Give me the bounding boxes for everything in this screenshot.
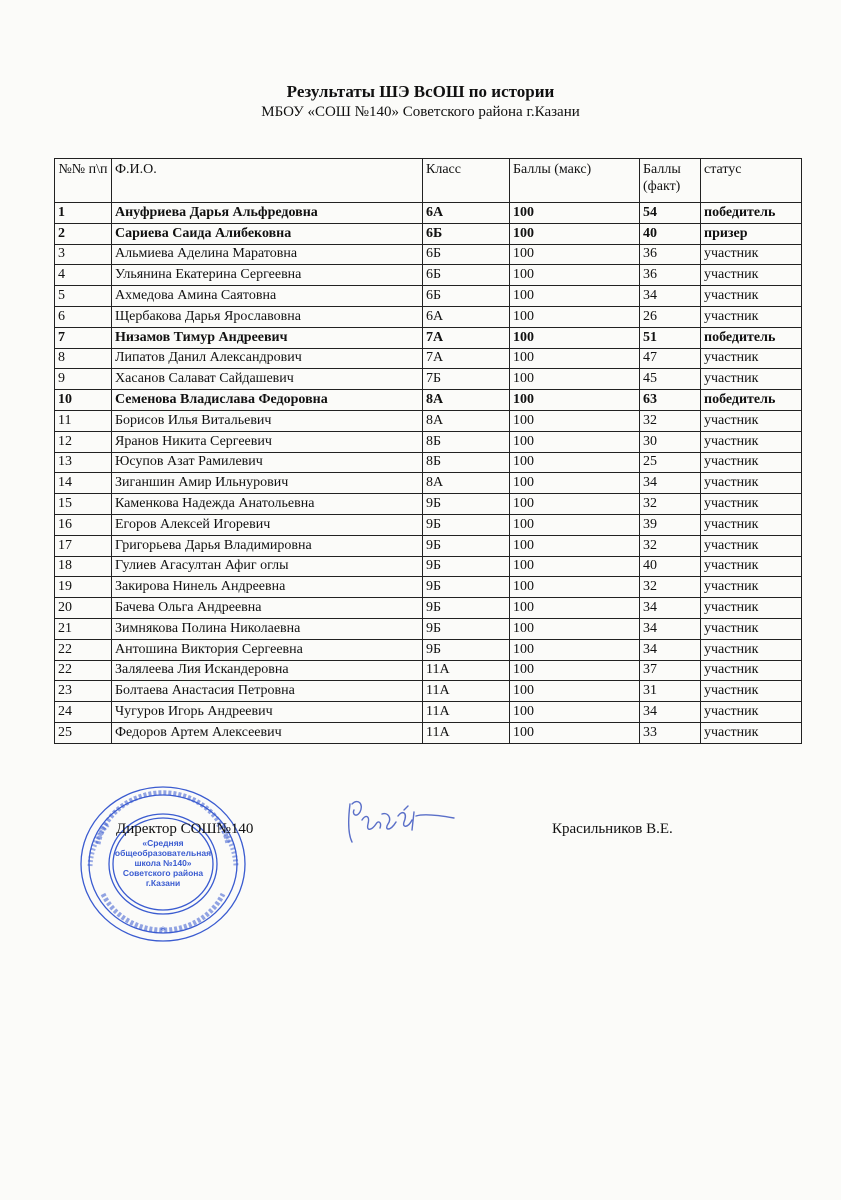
table-row: [55, 577, 802, 598]
cell-class: 6Б: [423, 265, 510, 286]
cell-name: Щербакова Дарья Ярославовна: [112, 306, 423, 327]
results-table: [54, 158, 802, 744]
cell-actual-score: 26: [640, 306, 701, 327]
director-label: Директор СОШ№140: [116, 821, 254, 837]
cell-name: Гулиев Агасултан Афиг оглы: [112, 556, 423, 577]
cell-max-score: 100: [510, 369, 640, 390]
cell-class: 9Б: [423, 577, 510, 598]
cell-class: 9Б: [423, 556, 510, 577]
cell-number: 17: [55, 535, 112, 556]
cell-number: 22: [55, 639, 112, 660]
table-row: [55, 306, 802, 327]
table-row: [55, 390, 802, 411]
cell-status: участник: [701, 265, 802, 286]
cell-name: Чугуров Игорь Андреевич: [112, 702, 423, 723]
cell-actual-score: 30: [640, 431, 701, 452]
table-row: [55, 494, 802, 515]
cell-max-score: 100: [510, 681, 640, 702]
cell-status: участник: [701, 514, 802, 535]
cell-name: Зиганшин Амир Ильнурович: [112, 473, 423, 494]
table-row: [55, 535, 802, 556]
cell-status: участник: [701, 431, 802, 452]
cell-name: Альмиева Аделина Маратовна: [112, 244, 423, 265]
cell-max-score: 100: [510, 577, 640, 598]
cell-class: 11А: [423, 681, 510, 702]
cell-number: 22: [55, 660, 112, 681]
table-row: [55, 431, 802, 452]
cell-max-score: 100: [510, 639, 640, 660]
cell-max-score: 100: [510, 244, 640, 265]
cell-actual-score: 40: [640, 223, 701, 244]
cell-status: участник: [701, 473, 802, 494]
cell-class: 6Б: [423, 223, 510, 244]
cell-max-score: 100: [510, 410, 640, 431]
cell-number: 15: [55, 494, 112, 515]
cell-name: Юсупов Азат Рамилевич: [112, 452, 423, 473]
cell-name: Семенова Владислава Федоровна: [112, 390, 423, 411]
cell-class: 6Б: [423, 244, 510, 265]
cell-name: Сариева Саида Алибековна: [112, 223, 423, 244]
cell-status: участник: [701, 556, 802, 577]
cell-name: Зимнякова Полина Николаевна: [112, 618, 423, 639]
table-row: [55, 244, 802, 265]
table-row: [55, 203, 802, 224]
cell-actual-score: 33: [640, 722, 701, 743]
cell-status: участник: [701, 598, 802, 619]
signature-block: [0, 780, 841, 950]
cell-number: 9: [55, 369, 112, 390]
cell-number: 7: [55, 327, 112, 348]
table-row: [55, 265, 802, 286]
cell-max-score: 100: [510, 514, 640, 535]
header-actual-score: Баллы (факт): [640, 159, 701, 203]
cell-number: 19: [55, 577, 112, 598]
cell-class: 8Б: [423, 431, 510, 452]
cell-max-score: 100: [510, 473, 640, 494]
stamp-text-line: общеобразовательная: [114, 848, 212, 858]
cell-name: Ахмедова Амина Саятовна: [112, 286, 423, 307]
cell-number: 13: [55, 452, 112, 473]
cell-number: 12: [55, 431, 112, 452]
cell-number: 24: [55, 702, 112, 723]
cell-max-score: 100: [510, 265, 640, 286]
cell-actual-score: 34: [640, 618, 701, 639]
cell-class: 9Б: [423, 598, 510, 619]
cell-max-score: 100: [510, 223, 640, 244]
cell-max-score: 100: [510, 348, 640, 369]
cell-max-score: 100: [510, 722, 640, 743]
cell-name: Липатов Данил Александрович: [112, 348, 423, 369]
table-row: [55, 327, 802, 348]
cell-number: 5: [55, 286, 112, 307]
cell-status: победитель: [701, 390, 802, 411]
cell-status: участник: [701, 244, 802, 265]
cell-status: участник: [701, 535, 802, 556]
table-row: [55, 639, 802, 660]
cell-name: Бачева Ольга Андреевна: [112, 598, 423, 619]
cell-status: участник: [701, 681, 802, 702]
cell-actual-score: 51: [640, 327, 701, 348]
table-row: [55, 286, 802, 307]
cell-class: 8Б: [423, 452, 510, 473]
cell-actual-score: 45: [640, 369, 701, 390]
cell-actual-score: 34: [640, 473, 701, 494]
cell-name: Хасанов Салават Сайдашевич: [112, 369, 423, 390]
cell-actual-score: 36: [640, 244, 701, 265]
cell-number: 2: [55, 223, 112, 244]
cell-class: 9Б: [423, 514, 510, 535]
table-row: [55, 223, 802, 244]
cell-status: участник: [701, 494, 802, 515]
cell-max-score: 100: [510, 431, 640, 452]
cell-class: 8А: [423, 410, 510, 431]
cell-number: 8: [55, 348, 112, 369]
cell-name: Закирова Нинель Андреевна: [112, 577, 423, 598]
header-status: статус: [701, 159, 802, 203]
stamp-text-line: «Средняя: [142, 838, 184, 848]
cell-status: победитель: [701, 203, 802, 224]
cell-max-score: 100: [510, 618, 640, 639]
cell-class: 6Б: [423, 286, 510, 307]
cell-name: Антошина Виктория Сергеевна: [112, 639, 423, 660]
cell-actual-score: 34: [640, 702, 701, 723]
stamp-text-line: Советского района: [122, 868, 204, 878]
cell-actual-score: 54: [640, 203, 701, 224]
cell-name: Борисов Илья Витальевич: [112, 410, 423, 431]
cell-actual-score: 31: [640, 681, 701, 702]
cell-actual-score: 37: [640, 660, 701, 681]
cell-max-score: 100: [510, 390, 640, 411]
handwritten-signature: [342, 790, 462, 850]
cell-actual-score: 34: [640, 598, 701, 619]
cell-number: 16: [55, 514, 112, 535]
table-row: [55, 514, 802, 535]
cell-name: Ануфриева Дарья Альфредовна: [112, 203, 423, 224]
header-number: №№ п\п: [55, 159, 112, 203]
cell-class: 11А: [423, 660, 510, 681]
table-row: [55, 722, 802, 743]
cell-number: 6: [55, 306, 112, 327]
cell-number: 25: [55, 722, 112, 743]
cell-max-score: 100: [510, 327, 640, 348]
cell-status: участник: [701, 452, 802, 473]
table-row: [55, 618, 802, 639]
header-class: Класс: [423, 159, 510, 203]
cell-status: участник: [701, 660, 802, 681]
cell-actual-score: 40: [640, 556, 701, 577]
cell-status: участник: [701, 348, 802, 369]
cell-number: 23: [55, 681, 112, 702]
cell-number: 1: [55, 203, 112, 224]
cell-number: 3: [55, 244, 112, 265]
cell-max-score: 100: [510, 702, 640, 723]
cell-name: Егоров Алексей Игоревич: [112, 514, 423, 535]
cell-actual-score: 47: [640, 348, 701, 369]
table-row: [55, 348, 802, 369]
cell-status: участник: [701, 639, 802, 660]
cell-actual-score: 34: [640, 286, 701, 307]
cell-status: участник: [701, 369, 802, 390]
cell-actual-score: 36: [640, 265, 701, 286]
cell-class: 7Б: [423, 369, 510, 390]
school-stamp-seal: [78, 784, 248, 944]
header-name: Ф.И.О.: [112, 159, 423, 203]
table-row: [55, 473, 802, 494]
cell-actual-score: 32: [640, 535, 701, 556]
document-subtitle: МБОУ «СОШ №140» Советского района г.Казани: [261, 104, 580, 120]
cell-class: 6А: [423, 306, 510, 327]
cell-status: победитель: [701, 327, 802, 348]
table-header-row: [55, 159, 802, 203]
cell-max-score: 100: [510, 494, 640, 515]
cell-number: 11: [55, 410, 112, 431]
cell-actual-score: 34: [640, 639, 701, 660]
table-row: [55, 556, 802, 577]
cell-class: 9Б: [423, 639, 510, 660]
cell-name: Залялеева Лия Искандеровна: [112, 660, 423, 681]
cell-actual-score: 39: [640, 514, 701, 535]
cell-class: 8А: [423, 390, 510, 411]
cell-class: 6А: [423, 203, 510, 224]
header-max-score: Баллы (макс): [510, 159, 640, 203]
cell-name: Болтаева Анастасия Петровна: [112, 681, 423, 702]
results-table-body: [55, 203, 802, 744]
stamp-text-line: г.Казани: [145, 878, 181, 888]
cell-status: участник: [701, 722, 802, 743]
cell-max-score: 100: [510, 660, 640, 681]
table-row: [55, 660, 802, 681]
cell-status: участник: [701, 286, 802, 307]
table-row: [55, 410, 802, 431]
cell-class: 9Б: [423, 618, 510, 639]
cell-max-score: 100: [510, 203, 640, 224]
cell-max-score: 100: [510, 556, 640, 577]
table-row: [55, 369, 802, 390]
cell-max-score: 100: [510, 306, 640, 327]
cell-status: участник: [701, 702, 802, 723]
cell-actual-score: 32: [640, 577, 701, 598]
cell-name: Низамов Тимур Андреевич: [112, 327, 423, 348]
cell-class: 11А: [423, 722, 510, 743]
cell-status: призер: [701, 223, 802, 244]
cell-class: 9Б: [423, 535, 510, 556]
cell-number: 20: [55, 598, 112, 619]
table-row: [55, 598, 802, 619]
cell-class: 11А: [423, 702, 510, 723]
cell-max-score: 100: [510, 598, 640, 619]
svg-text:*: *: [160, 923, 166, 937]
cell-class: 7А: [423, 327, 510, 348]
cell-status: участник: [701, 410, 802, 431]
cell-status: участник: [701, 577, 802, 598]
cell-actual-score: 32: [640, 410, 701, 431]
cell-name: Яранов Никита Сергеевич: [112, 431, 423, 452]
signer-name: Красильников В.Е.: [552, 821, 673, 837]
cell-actual-score: 63: [640, 390, 701, 411]
table-row: [55, 702, 802, 723]
cell-status: участник: [701, 618, 802, 639]
cell-number: 18: [55, 556, 112, 577]
cell-class: 9Б: [423, 494, 510, 515]
cell-status: участник: [701, 306, 802, 327]
cell-max-score: 100: [510, 535, 640, 556]
cell-name: Федоров Артем Алексеевич: [112, 722, 423, 743]
cell-max-score: 100: [510, 452, 640, 473]
cell-name: Каменкова Надежда Анатольевна: [112, 494, 423, 515]
cell-class: 8А: [423, 473, 510, 494]
document-title: Результаты ШЭ ВсОШ по истории: [286, 82, 555, 101]
cell-number: 14: [55, 473, 112, 494]
cell-actual-score: 25: [640, 452, 701, 473]
cell-max-score: 100: [510, 286, 640, 307]
stamp-text-line: школа №140»: [134, 858, 192, 868]
cell-class: 7А: [423, 348, 510, 369]
cell-name: Григорьева Дарья Владимировна: [112, 535, 423, 556]
cell-actual-score: 32: [640, 494, 701, 515]
cell-name: Ульянина Екатерина Сергеевна: [112, 265, 423, 286]
table-row: [55, 681, 802, 702]
table-row: [55, 452, 802, 473]
cell-number: 21: [55, 618, 112, 639]
cell-number: 4: [55, 265, 112, 286]
cell-number: 10: [55, 390, 112, 411]
